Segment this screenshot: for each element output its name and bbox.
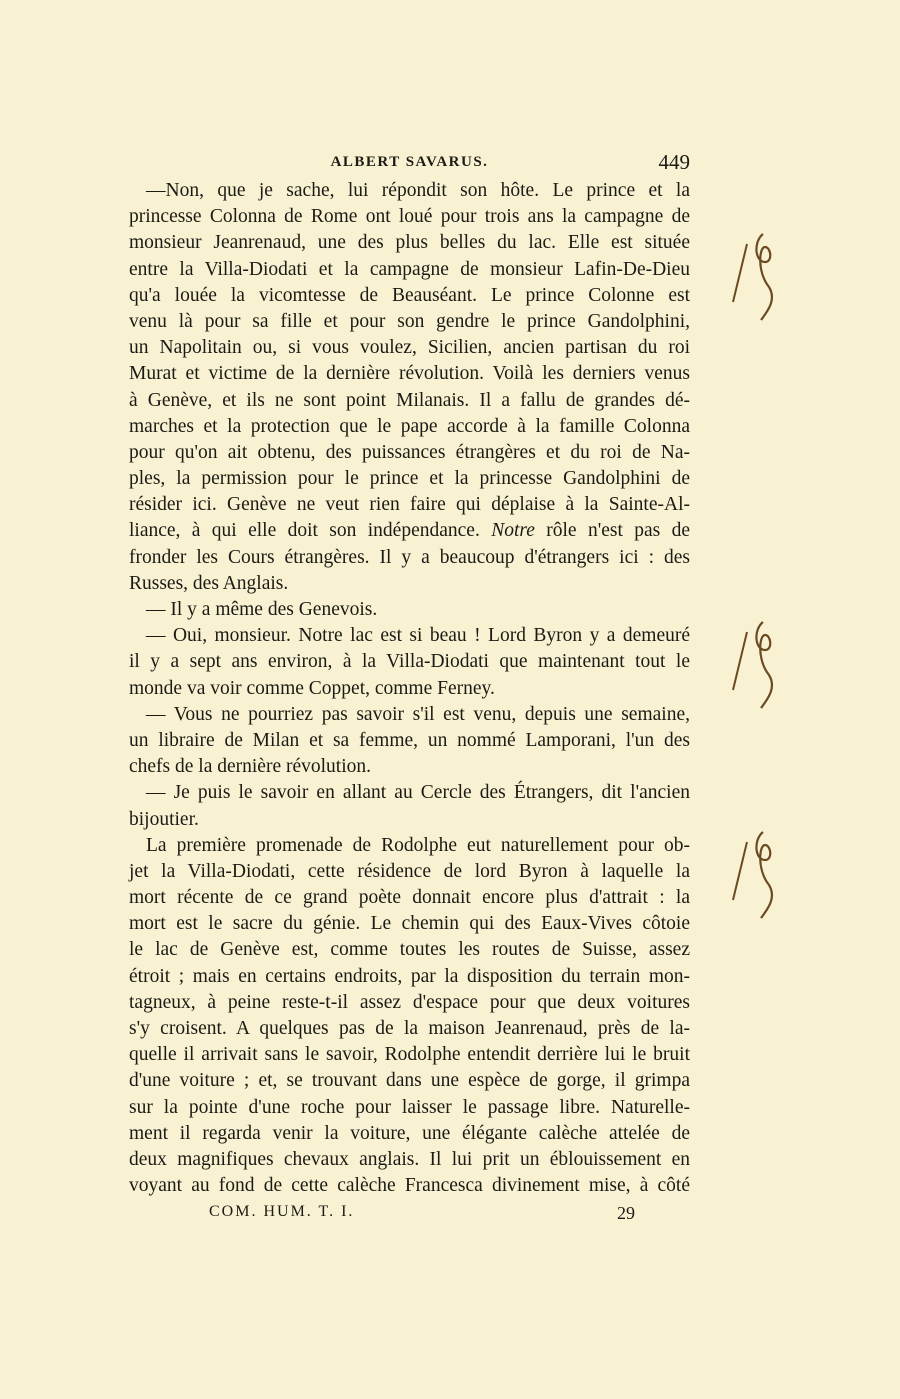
text-line: princesse Colonna de Rome ont loué pour trois ans la campagne de (129, 206, 690, 228)
text-line: tagneux, à peine reste-t-il assez d'espace pour que deux voitures (129, 991, 690, 1013)
text-line: — Il y a même des Genevois. (146, 599, 378, 620)
page-header (129, 150, 690, 176)
handwritten-margin-mark (725, 620, 785, 710)
text-segment: liance, à qui elle doit son indépendance. (129, 520, 492, 542)
text-line (129, 518, 690, 544)
sheet-number: 29 (617, 1203, 635, 1223)
text-line: Russes, des Anglais. (129, 572, 289, 594)
handwritten-margin-mark (725, 830, 785, 920)
text-line: ment il regarda venir la voiture, une élégante calèche attelée de (129, 1122, 690, 1144)
text-line: Murat et victime de la dernière révolution. Voilà les derniers venus (129, 363, 690, 385)
text-line: La première promenade de Rodolphe eut naturellement pour ob- (146, 834, 690, 856)
text-line: à Genève, et ils ne sont point Milanais. Il a fallu de grandes dé- (129, 389, 690, 411)
text-line: — Oui, monsieur. Notre lac est si beau ! Lord Byron y a demeuré (146, 625, 690, 647)
text-line: le lac de Genève est, comme toutes les routes de Suisse, assez (129, 939, 690, 961)
text-line: venu là pour sa fille et pour son gendre le prince Gandolphini, (129, 310, 690, 332)
text-line: fronder les Cours étrangères. Il y a beaucoup d'étrangers ici : des (129, 546, 690, 568)
text-line: entre la Villa-Diodati et la campagne de monsieur Lafin-De-Dieu (129, 258, 690, 280)
text-line: voyant au fond de cette calèche Francesca divinement mise, à côté (129, 1175, 690, 1197)
text-line: d'une voiture ; et, se trouvant dans une espèce de gorge, il grimpa (129, 1070, 690, 1092)
text-line: monsieur Jeanrenaud, une des plus belles du lac. Elle est située (129, 232, 690, 254)
page-number: 449 (658, 150, 690, 174)
text-line: — Je puis le savoir en allant au Cercle des Étrangers, dit l'ancien (146, 782, 690, 804)
text-line: deux magnifiques chevaux anglais. Il lui prit un éblouissement en (129, 1148, 690, 1170)
signature-mark: COM. HUM. T. I. (209, 1203, 355, 1220)
text-line: ples, la permission pour le prince et la princesse Gandolphini de (129, 468, 690, 490)
page-footer (129, 1203, 690, 1227)
text-line: qu'a louée la vicomtesse de Beauséant. Le prince Colonne est (129, 284, 690, 306)
text-line: —Non, que je sache, lui répondit son hôte. Le prince et la (146, 180, 690, 201)
text-segment: rôle n'est pas de (534, 520, 691, 542)
italic-word: Notre (491, 520, 535, 542)
text-line: étroit ; mais en certains endroits, par la disposition du terrain mon- (129, 965, 690, 987)
text-line: mort est le sacre du génie. Le chemin qui des Eaux-Vives côtoie (129, 913, 690, 935)
running-title: ALBERT SAVARUS. (330, 154, 489, 170)
text-line: un libraire de Milan et sa femme, un nommé Lamporani, l'un des (129, 729, 690, 751)
text-line: sur la pointe d'une roche pour laisser le passage libre. Naturelle- (129, 1096, 690, 1118)
text-line: résider ici. Genève ne veut rien faire qui déplaise à la Sainte-Al- (129, 494, 690, 516)
text-line: s'y croisent. A quelques pas de la maison Jeanrenaud, près de la- (129, 1018, 690, 1039)
text-line: monde va voir comme Coppet, comme Ferney. (129, 677, 495, 699)
text-line: un Napolitain ou, si vous voulez, Sicilien, ancien partisan du roi (129, 337, 690, 359)
text-line: jet la Villa-Diodati, cette résidence de lord Byron à laquelle la (129, 860, 690, 882)
body-text (129, 178, 690, 1199)
text-line: — Vous ne pourriez pas savoir s'il est venu, depuis une semaine, (146, 703, 690, 725)
text-line: marches et la protection que le pape accorde à la famille Colonna (129, 415, 690, 437)
text-line: il y a sept ans environ, à la Villa-Diodati que maintenant tout le (129, 651, 690, 673)
text-line: quelle il arrivait sans le savoir, Rodolphe entendit derrière lui le bruit (129, 1044, 690, 1066)
handwritten-margin-mark (725, 232, 785, 322)
text-line: chefs de la dernière révolution. (129, 756, 372, 778)
text-line: bijoutier. (129, 808, 199, 830)
text-line: pour qu'on ait obtenu, des puissances étrangères et du roi de Na- (129, 441, 690, 463)
text-line: mort récente de ce grand poète donnait encore plus d'attrait : la (129, 887, 690, 909)
